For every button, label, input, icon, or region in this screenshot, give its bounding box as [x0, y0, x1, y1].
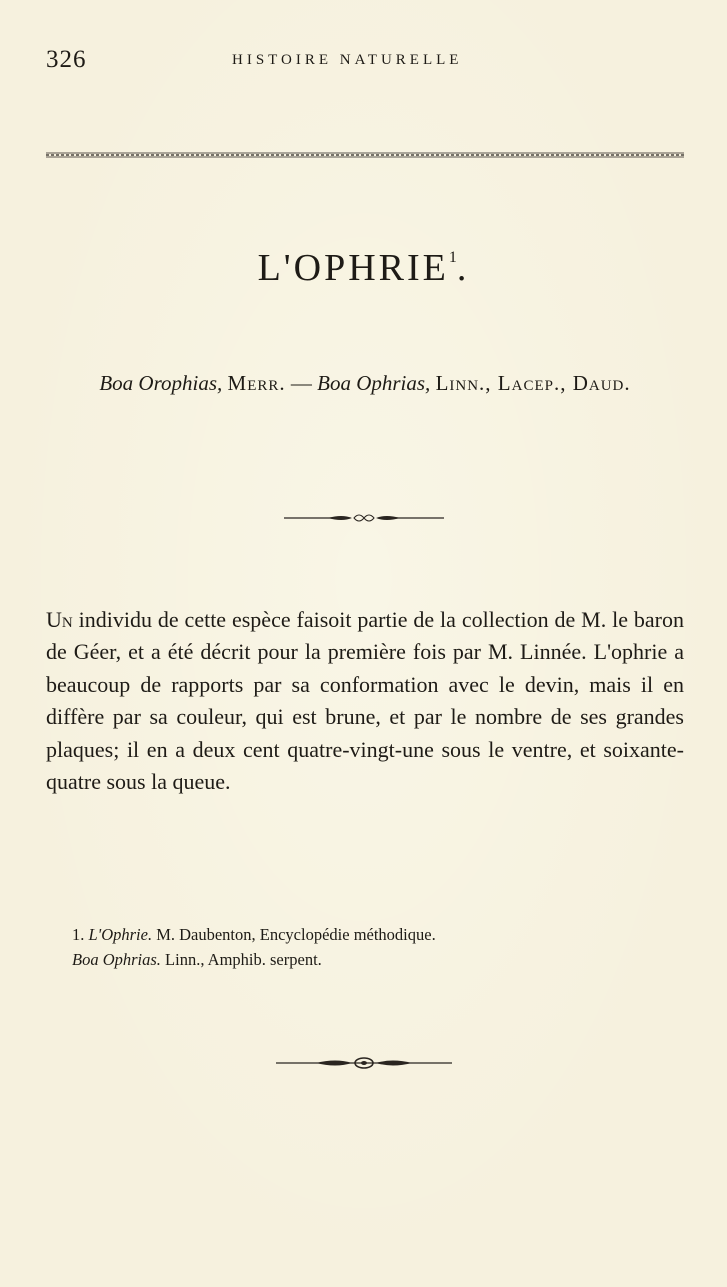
footnote — [72, 922, 684, 972]
species-name-1: Boa Orophias, — [99, 371, 223, 395]
page-number: 326 — [46, 46, 87, 73]
chapter-title-end: . — [456, 247, 470, 289]
species-name-2: Boa Ophrias, — [317, 371, 431, 395]
header-rule — [46, 150, 684, 160]
synonymy-dash: — — [285, 371, 318, 395]
authority-1: Merr. — [227, 371, 286, 395]
paragraph-text: individu de cette espèce faisoit partie de la collection de M. le baron de Géer, et a été décrit pour la première fois par M. Linnée. L'ophrie a beaucoup de rapports par sa conformation avec le devin, mais il en diffère par sa couleur, qui est brune, et par le nombre de ses grandes plaques; il en a deux cent quatre-vingt-une sous le ventre, et soixante-quatre sous la queue. — [46, 607, 684, 795]
footnote-ref-1: L'Ophrie. — [88, 925, 153, 944]
footnote-ref-2: Boa Ophrias. — [72, 950, 161, 969]
synonymy — [46, 366, 684, 400]
footnote-line-1 — [72, 922, 684, 947]
running-title: HISTOIRE NATURELLE — [232, 52, 463, 68]
paragraph-lead: Un — [46, 607, 73, 632]
ornament-divider-top — [284, 511, 444, 525]
footnote-number: 1. — [72, 925, 85, 944]
footnote-marker: 1 — [448, 249, 457, 266]
authority-2: Linn., Lacep., Daud. — [435, 371, 631, 395]
chapter-title-text: L'OPHRIE — [257, 247, 449, 289]
chapter-title — [0, 246, 727, 290]
ornament-divider-bottom — [276, 1055, 452, 1071]
footnote-text-2: Linn., Amphib. serpent. — [160, 950, 322, 969]
body-paragraph — [46, 604, 684, 798]
footnote-text-1: M. Daubenton, Encyclopédie méthodique. — [152, 925, 436, 944]
running-head — [46, 46, 681, 78]
footnote-line-2 — [72, 947, 684, 972]
